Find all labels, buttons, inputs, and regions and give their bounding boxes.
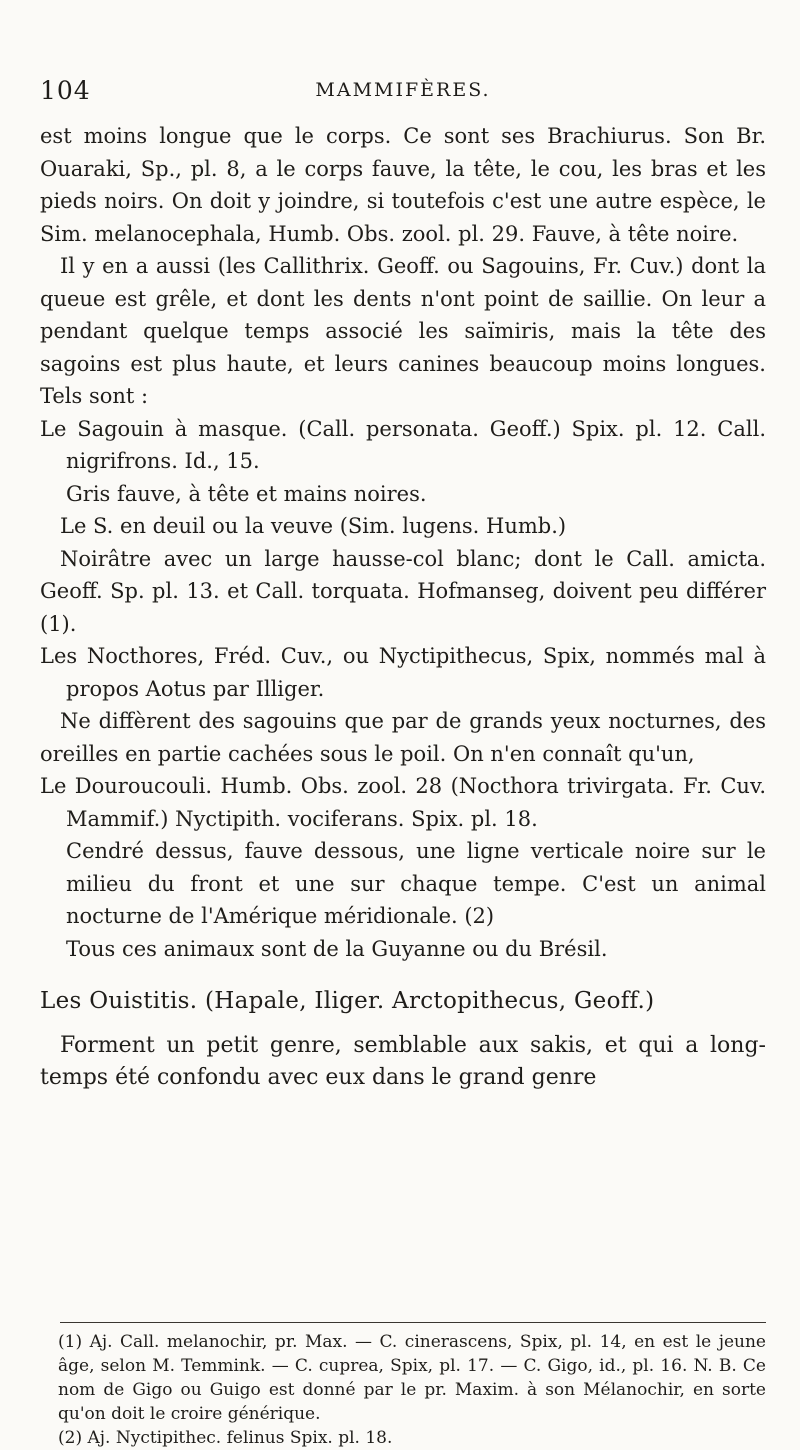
entry-douroucouli-desc: Cendré dessus, fauve dessous, une ligne verticale noire sur le milieu du front et une sur chaque tempe. C'est un animal nocturne de l'Amérique méridionale. (2): [66, 839, 766, 928]
paragraph-callithrix: Il y en a aussi (les Callithrix. Geoff. ou Sagouins, Fr. Cuv.) dont la queue est grêle, et dont les dents n'ont point de saillie. On leur a pendant quelque temps associé les saïmiris, mais la tête des sagoins est plus haute, et leurs canines beaucoup moins longues. Tels sont :: [40, 254, 766, 408]
paragraph-ouistitis: Forment un petit genre, semblable aux sakis, et qui a long-temps été confondu avec eux dans le grand genre: [40, 1032, 766, 1090]
paragraph-nocthores-desc: Ne diffèrent des sagouins que par de grands yeux nocturnes, des oreilles en partie cachées sous le poil. On n'en connaît qu'un,: [40, 709, 766, 766]
footnotes: [58, 1330, 766, 1450]
entry-sagouin-deuil: Le S. en deuil ou la veuve (Sim. lugens. Humb.): [60, 514, 567, 538]
page-number: 104: [40, 76, 91, 105]
page-header: [40, 76, 766, 106]
section-title-ouistitis: Les Ouistitis. (Hapale, Iliger. Arctopithecus, Geoff.): [40, 988, 655, 1014]
footnote-2: (2) Aj. Nyctipithec. felinus Spix. pl. 18.: [58, 1428, 393, 1448]
paragraph-brachiurus: est moins longue que le corps. Ce sont ses Brachiurus. Son Br. Ouaraki, Sp., pl. 8, a le corps fauve, la tête, le cou, les bras et les pieds noirs. On doit y joindre, si toutefois c'est une autre espèce, le Sim. melanocephala, Humb. Obs. zool. pl. 29. Fauve, à tête noire.: [40, 124, 766, 246]
entry-douroucouli: Le Douroucouli. Humb. Obs. zool. 28 (Nocthora trivirgata. Fr. Cuv. Mammif.) Nyctipith. vociferans. Spix. pl. 18.: [40, 774, 766, 831]
footnote-1: (1) Aj. Call. melanochir, pr. Max. — C. cinerascens, Spix, pl. 14, en est le jeune âge, selon M. Temmink. — C. cuprea, Spix, pl. 17. — C. Gigo, id., pl. 16. N. B. Ce nom de Gigo ou Guigo est donné par le pr. Maxim. à son Mélanochir, en sorte qu'on doit le croire générique.: [58, 1332, 766, 1424]
paragraph-habitat: Tous ces animaux sont de la Guyanne ou du Brésil.: [66, 936, 608, 961]
main-text: [40, 120, 766, 1094]
entry-sagouin-deuil-desc: Noirâtre avec un large hausse-col blanc; dont le Call. amicta. Geoff. Sp. pl. 13. et Call. torquata. Hofmanseg, doivent peu différer (1).: [40, 546, 766, 636]
running-head: MAMMIFÈRES.: [315, 79, 491, 101]
entry-sagouin-masque: Le Sagouin à masque. (Call. personata. Geoff.) Spix. pl. 12. Call. nigrifrons. Id., 15.: [40, 416, 766, 473]
paragraph-nocthores: Les Nocthores, Fréd. Cuv., ou Nyctipithecus, Spix, nommés mal à propos Aotus par Illiger.: [40, 644, 766, 701]
footnote-rule: [60, 1322, 766, 1323]
entry-sagouin-masque-desc: Gris fauve, à tête et mains noires.: [66, 481, 427, 506]
